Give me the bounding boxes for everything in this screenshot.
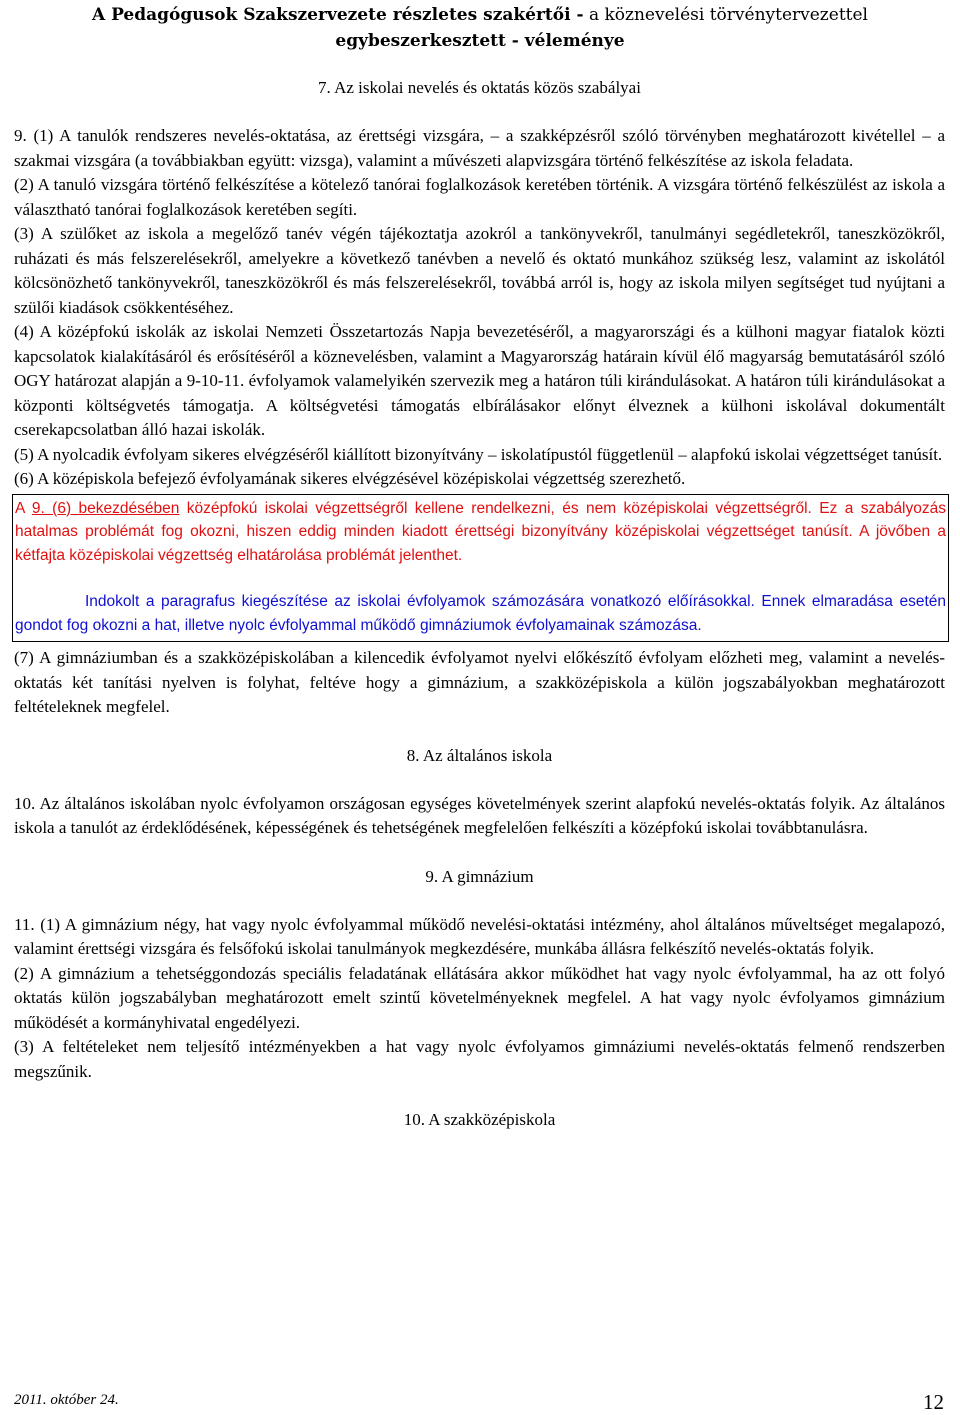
document-body [14, 76, 945, 1132]
comment-blue-paragraph: Indokolt a paragrafus kiegészítése az iskolai évfolyamok számozására vonatkozó előírásokkal. Ennek elmaradása esetén gondot fog okozni a hat, illetve nyolc évfolyammal működő gimnáziumok évfolyamainak számozása. [15, 593, 946, 634]
paragraph-9-4: (4) A középfokú iskolák az iskolai Nemzeti Összetartozás Napja bevezetéséről, a magyarországi és a külhoni magyar fiatalok közti kapcsolatok kialakításáról és erősítéséről a köznevelésben, valamint a Magyarország határain kívül élő magyarság bemutatásáról szóló OGY határozat alapján a 9-10-11. évfolyamok valamelyikén szervezik meg a határon túli kirándulásokat. A határon túli kirándulásokat a központi költségvetés támogatja. A költségvetési támogatás elbírálásakor előnyt élveznek a külhoni iskolával dokumentált cserekapcsolatban álló hazai iskolák. [14, 322, 945, 439]
section-title-10: 10. A szakközépiskola [403, 1110, 556, 1129]
header-title-bold: A Pedagógusok Szakszervezete részletes szakértői - [91, 5, 584, 25]
paragraph-9-1: 9. (1) A tanulók rendszeres nevelés-oktatása, az érettségi vizsgára, – a szakképzésről szóló törvényben meghatározott kivétellel – a szakmai vizsgára (a továbbiakban együtt: vizsga), valamint a művészeti alapvizsgára történő felkészítése az iskola feladata. [14, 126, 945, 170]
paragraph-9-3: (3) A szülőket az iskola a megelőző tanév végén tájékoztatja azokról a tankönyvekről, tanulmányi segédletekről, taneszközökről, ruházati és más felszerelésekről, amelyekre a következő tanévben a nevelő és oktató munkához szükség lesz, valamint az iskolától kölcsönözhető tankönyvekről, taneszközökről és más felszerelésekről, továbbá arról is, hogy az iskola milyen segítséget tud nyújtani a szülői kiadások csökkentéséhez. [14, 224, 945, 317]
comment-reference-link: 9. (6) bekezdésében [31, 499, 180, 517]
comment-red-prefix: A [15, 499, 32, 517]
comment-red-text: középfokú iskolai végzettségről kellene rendelkezni, és nem középiskolai végzettségről. Ez a szabályozás hatalmas problémát fog okozni, hiszen eddig minden kiadott érettségi bizonyítvány középiskolai végzettséget tanúsít. A jövőben a kétfajta középiskolai végzettség elhatárolása problémát jelenthet. [15, 499, 946, 564]
paragraph-9-6: (6) A középiskola befejező évfolyamának sikeres elvégzésével középiskolai végzettség szerezhető. [14, 469, 686, 488]
paragraph-10: 10. Az általános iskolában nyolc évfolyamon országosan egységes követelmények szerint alapfokú nevelés-oktatás folyik. Az általános iskola a tanulót az érdeklődésének, képességének és tehetségének megfelelően felkészíti a középfokú iskolai továbbtanulásra. [14, 793, 945, 837]
footer-date: 2011. október 24. [14, 1392, 119, 1408]
header-line-2: egybeszerkesztett - véleménye [335, 31, 625, 51]
section-title-7: 7. Az iskolai nevelés és oktatás közös szabályai [318, 78, 641, 97]
paragraph-11-2: (2) A gimnázium a tehetséggondozás speciális feladatának ellátására akkor működhet hat vagy nyolc évfolyammal, ha az ott folyó oktatás külön jogszabályban meghatározott emelt szintű követelményeknek megfelel. A hat vagy nyolc évfolyamos gimnázium működését a kormányhivatal engedélyezi. [14, 963, 945, 1032]
comment-red-paragraph [15, 497, 946, 568]
document-header [0, 2, 960, 54]
expert-comment-box [12, 494, 949, 643]
section-title-9: 9. A gimnázium [425, 866, 534, 886]
paragraph-11-1: 11. (1) A gimnázium négy, hat vagy nyolc évfolyammal működő nevelési-oktatási intézmény, ahol általános műveltséget megalapozó, valamint érettségi vizsgára és felsőfokú iskolai tanulmányok megkezdésére, munkába állásra felkészítő nevelés-oktatás folyik. [14, 914, 945, 958]
paragraph-9-5: (5) A nyolcadik évfolyam sikeres elvégzéséről kiállított bizonyítvány – iskolatípustól függetlenül – alapfokú iskolai végzettséget tanúsít. [14, 444, 943, 464]
page-number: 12 [923, 1390, 944, 1414]
paragraph-9-2: (2) A tanuló vizsgára történő felkészítése a kötelező tanórai foglalkozások keretében történik. A vizsgára történő felkészülést az iskola a választható tanórai foglalkozások keretében segíti. [14, 175, 945, 219]
paragraph-11-3: (3) A feltételeket nem teljesítő intézményekben a hat vagy nyolc évfolyamos gimnáziumi nevelés-oktatás felmenő rendszerben megszűnik. [14, 1037, 945, 1081]
header-title-light: a köznevelési törvénytervezettel [583, 5, 868, 25]
section-title-8: 8. Az általános iskola [406, 745, 553, 765]
paragraph-9-7: (7) A gimnáziumban és a szakközépiskolában a kilencedik évfolyamot nyelvi előkészítő évfolyam előzheti meg, valamint a nevelés-oktatás két tanítási nyelven is folyhat, feltéve hogy a gimnázium, a szakközépiskola a külön jogszabályokban meghatározott feltételeknek megfelel. [14, 648, 945, 716]
header-line-1 [0, 2, 960, 28]
